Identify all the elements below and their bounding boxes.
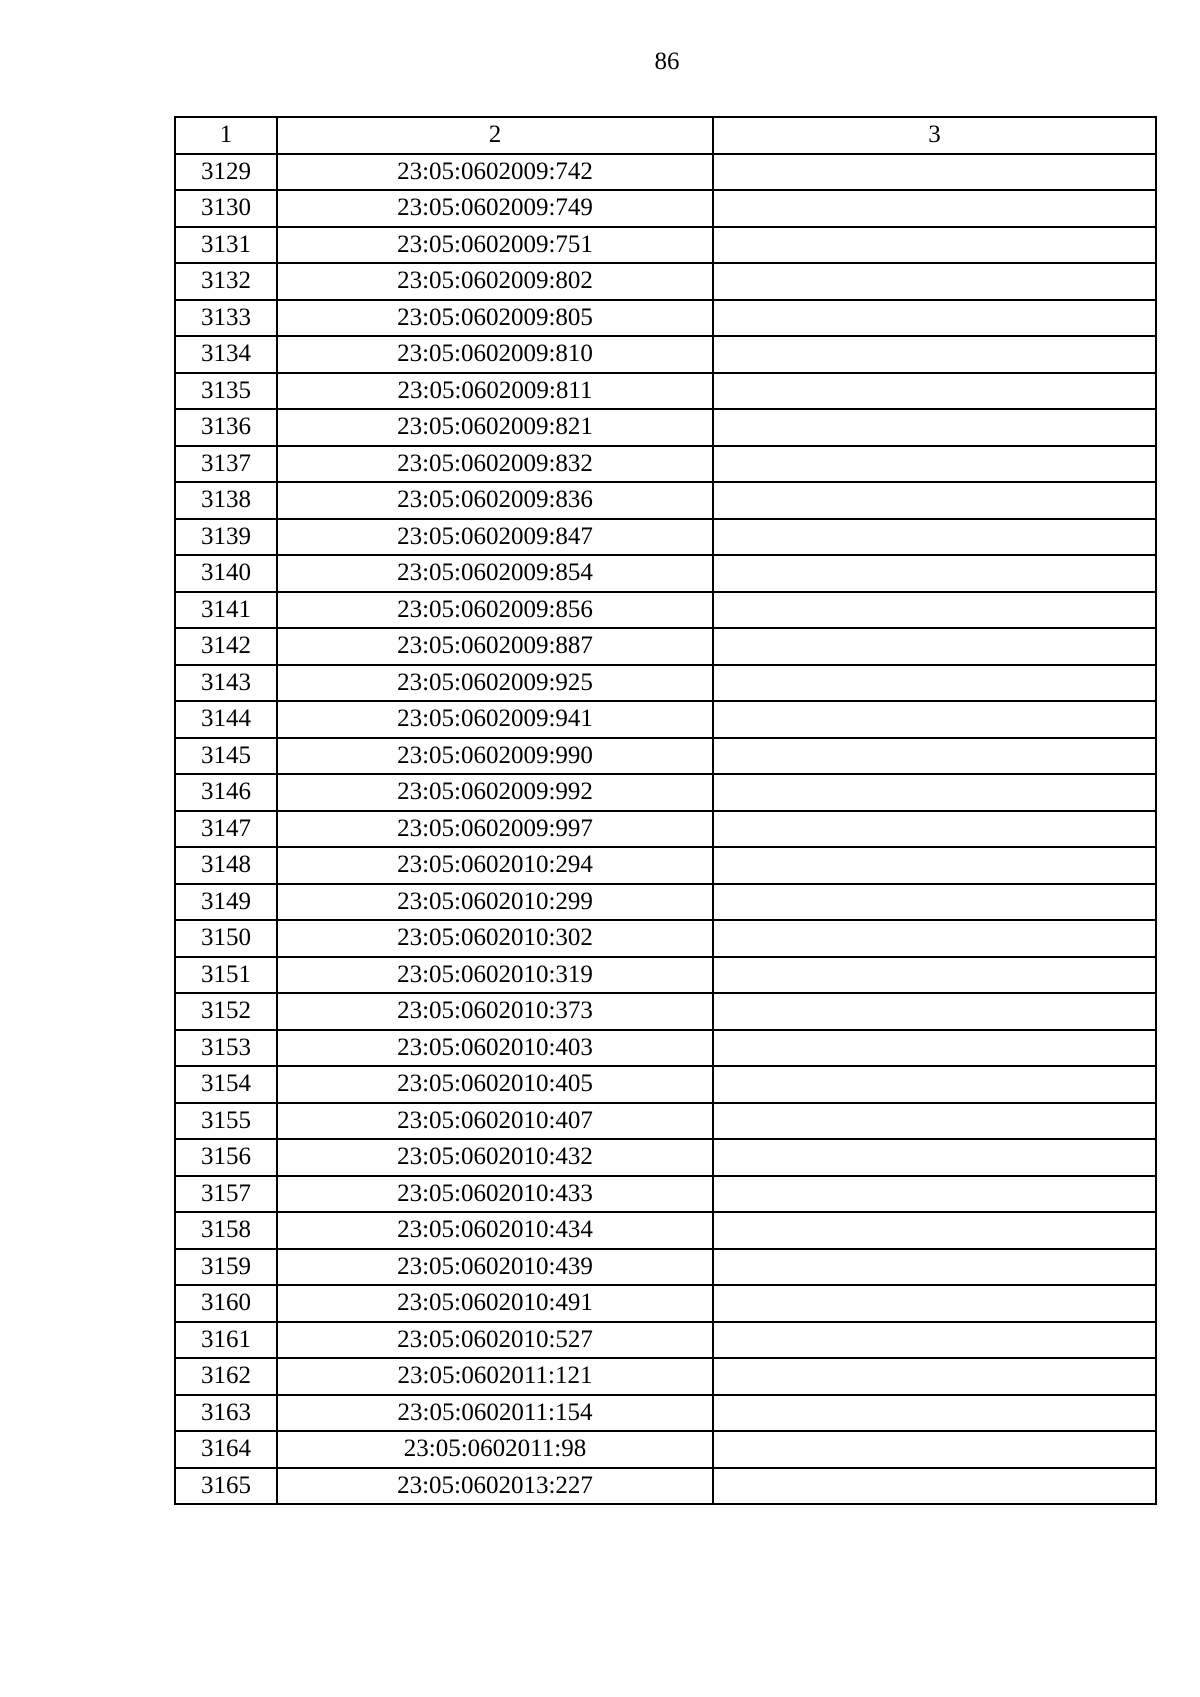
cadastral-number-cell: 23:05:0602011:98 [277, 1431, 713, 1468]
cadastral-number-cell: 23:05:0602009:802 [277, 263, 713, 300]
row-number-cell: 3161 [175, 1322, 277, 1359]
cadastral-number-cell: 23:05:0602010:433 [277, 1176, 713, 1213]
table-row [175, 957, 1156, 994]
note-cell [713, 1285, 1156, 1322]
cadastral-number-cell: 23:05:0602010:403 [277, 1030, 713, 1067]
row-number-cell: 3141 [175, 592, 277, 629]
table-row [175, 1285, 1156, 1322]
row-number-cell: 3155 [175, 1103, 277, 1140]
column-header: 2 [277, 117, 713, 154]
note-cell [713, 1103, 1156, 1140]
table-row [175, 774, 1156, 811]
cadastral-number-cell: 23:05:0602011:121 [277, 1358, 713, 1395]
row-number-cell: 3142 [175, 628, 277, 665]
note-cell [713, 519, 1156, 556]
cadastral-number-cell: 23:05:0602009:836 [277, 482, 713, 519]
header-row [175, 117, 1156, 154]
note-cell [713, 300, 1156, 337]
row-number-cell: 3140 [175, 555, 277, 592]
table-row [175, 811, 1156, 848]
note-cell [713, 446, 1156, 483]
note-cell [713, 738, 1156, 775]
cadastral-number-cell: 23:05:0602010:373 [277, 993, 713, 1030]
table-row [175, 1139, 1156, 1176]
table-row [175, 409, 1156, 446]
row-number-cell: 3159 [175, 1249, 277, 1286]
row-number-cell: 3163 [175, 1395, 277, 1432]
note-cell [713, 1249, 1156, 1286]
row-number-cell: 3130 [175, 190, 277, 227]
table-row [175, 263, 1156, 300]
table-row [175, 993, 1156, 1030]
note-cell [713, 993, 1156, 1030]
row-number-cell: 3131 [175, 227, 277, 264]
table-row [175, 373, 1156, 410]
row-number-cell: 3138 [175, 482, 277, 519]
table-row [175, 884, 1156, 921]
cadastral-number-cell: 23:05:0602009:997 [277, 811, 713, 848]
table-row [175, 555, 1156, 592]
cadastral-number-cell: 23:05:0602009:992 [277, 774, 713, 811]
note-cell [713, 847, 1156, 884]
row-number-cell: 3135 [175, 373, 277, 410]
table-row [175, 1030, 1156, 1067]
note-cell [713, 409, 1156, 446]
note-cell [713, 811, 1156, 848]
cadastral-number-cell: 23:05:0602011:154 [277, 1395, 713, 1432]
note-cell [713, 1212, 1156, 1249]
cadastral-number-cell: 23:05:0602010:491 [277, 1285, 713, 1322]
table-body [175, 117, 1156, 1504]
table-row [175, 1468, 1156, 1505]
row-number-cell: 3144 [175, 701, 277, 738]
table-row [175, 154, 1156, 191]
note-cell [713, 1139, 1156, 1176]
table-row [175, 190, 1156, 227]
table-row [175, 1358, 1156, 1395]
row-number-cell: 3158 [175, 1212, 277, 1249]
table-row [175, 1066, 1156, 1103]
cadastral-number-cell: 23:05:0602010:527 [277, 1322, 713, 1359]
row-number-cell: 3136 [175, 409, 277, 446]
row-number-cell: 3151 [175, 957, 277, 994]
note-cell [713, 482, 1156, 519]
row-number-cell: 3160 [175, 1285, 277, 1322]
table-row [175, 738, 1156, 775]
column-header: 1 [175, 117, 277, 154]
cadastral-number-cell: 23:05:0602010:299 [277, 884, 713, 921]
row-number-cell: 3154 [175, 1066, 277, 1103]
note-cell [713, 884, 1156, 921]
table-row [175, 227, 1156, 264]
cadastral-number-cell: 23:05:0602010:405 [277, 1066, 713, 1103]
note-cell [713, 1431, 1156, 1468]
table-row [175, 592, 1156, 629]
cadastral-number-cell: 23:05:0602009:887 [277, 628, 713, 665]
cadastral-number-cell: 23:05:0602010:439 [277, 1249, 713, 1286]
cadastral-number-cell: 23:05:0602009:742 [277, 154, 713, 191]
row-number-cell: 3147 [175, 811, 277, 848]
row-number-cell: 3132 [175, 263, 277, 300]
cadastral-number-cell: 23:05:0602009:810 [277, 336, 713, 373]
cadastral-number-cell: 23:05:0602009:854 [277, 555, 713, 592]
note-cell [713, 665, 1156, 702]
note-cell [713, 1322, 1156, 1359]
note-cell [713, 154, 1156, 191]
table-row [175, 300, 1156, 337]
cadastral-number-cell: 23:05:0602009:821 [277, 409, 713, 446]
row-number-cell: 3153 [175, 1030, 277, 1067]
note-cell [713, 628, 1156, 665]
note-cell [713, 1066, 1156, 1103]
note-cell [713, 592, 1156, 629]
table-row [175, 665, 1156, 702]
note-cell [713, 555, 1156, 592]
table-row [175, 628, 1156, 665]
note-cell [713, 263, 1156, 300]
row-number-cell: 3164 [175, 1431, 277, 1468]
note-cell [713, 190, 1156, 227]
table-row [175, 847, 1156, 884]
row-number-cell: 3150 [175, 920, 277, 957]
note-cell [713, 774, 1156, 811]
row-number-cell: 3152 [175, 993, 277, 1030]
column-header: 3 [713, 117, 1156, 154]
table-row [175, 1249, 1156, 1286]
note-cell [713, 1176, 1156, 1213]
cadastral-number-cell: 23:05:0602013:227 [277, 1468, 713, 1505]
table-row [175, 336, 1156, 373]
row-number-cell: 3165 [175, 1468, 277, 1505]
cadastral-number-cell: 23:05:0602010:319 [277, 957, 713, 994]
note-cell [713, 957, 1156, 994]
row-number-cell: 3145 [175, 738, 277, 775]
row-number-cell: 3137 [175, 446, 277, 483]
cadastral-number-cell: 23:05:0602009:990 [277, 738, 713, 775]
cadastral-number-cell: 23:05:0602009:856 [277, 592, 713, 629]
table-row [175, 1212, 1156, 1249]
note-cell [713, 373, 1156, 410]
row-number-cell: 3129 [175, 154, 277, 191]
table-row [175, 1322, 1156, 1359]
row-number-cell: 3156 [175, 1139, 277, 1176]
cadastral-number-cell: 23:05:0602009:749 [277, 190, 713, 227]
note-cell [713, 1030, 1156, 1067]
cadastral-number-cell: 23:05:0602010:407 [277, 1103, 713, 1140]
table-row [175, 446, 1156, 483]
table-row [175, 1395, 1156, 1432]
cadastral-number-cell: 23:05:0602009:832 [277, 446, 713, 483]
cadastral-number-cell: 23:05:0602009:847 [277, 519, 713, 556]
cadastral-number-cell: 23:05:0602010:302 [277, 920, 713, 957]
table-row [175, 519, 1156, 556]
table-row [175, 920, 1156, 957]
row-number-cell: 3162 [175, 1358, 277, 1395]
note-cell [713, 227, 1156, 264]
cadastral-number-cell: 23:05:0602009:805 [277, 300, 713, 337]
table-row [175, 701, 1156, 738]
cadastral-number-cell: 23:05:0602010:294 [277, 847, 713, 884]
cadastral-number-cell: 23:05:0602010:432 [277, 1139, 713, 1176]
note-cell [713, 1468, 1156, 1505]
note-cell [713, 1395, 1156, 1432]
cadastral-table [174, 116, 1157, 1505]
table-row [175, 1431, 1156, 1468]
row-number-cell: 3157 [175, 1176, 277, 1213]
cadastral-number-cell: 23:05:0602009:811 [277, 373, 713, 410]
row-number-cell: 3133 [175, 300, 277, 337]
note-cell [713, 1358, 1156, 1395]
row-number-cell: 3139 [175, 519, 277, 556]
row-number-cell: 3149 [175, 884, 277, 921]
table-row [175, 1103, 1156, 1140]
cadastral-number-cell: 23:05:0602009:751 [277, 227, 713, 264]
row-number-cell: 3146 [175, 774, 277, 811]
cadastral-number-cell: 23:05:0602009:941 [277, 701, 713, 738]
cadastral-number-cell: 23:05:0602009:925 [277, 665, 713, 702]
cadastral-number-cell: 23:05:0602010:434 [277, 1212, 713, 1249]
page-number: 86 [654, 48, 680, 75]
row-number-cell: 3148 [175, 847, 277, 884]
note-cell [713, 701, 1156, 738]
note-cell [713, 920, 1156, 957]
table-row [175, 482, 1156, 519]
table-row [175, 1176, 1156, 1213]
note-cell [713, 336, 1156, 373]
row-number-cell: 3134 [175, 336, 277, 373]
row-number-cell: 3143 [175, 665, 277, 702]
